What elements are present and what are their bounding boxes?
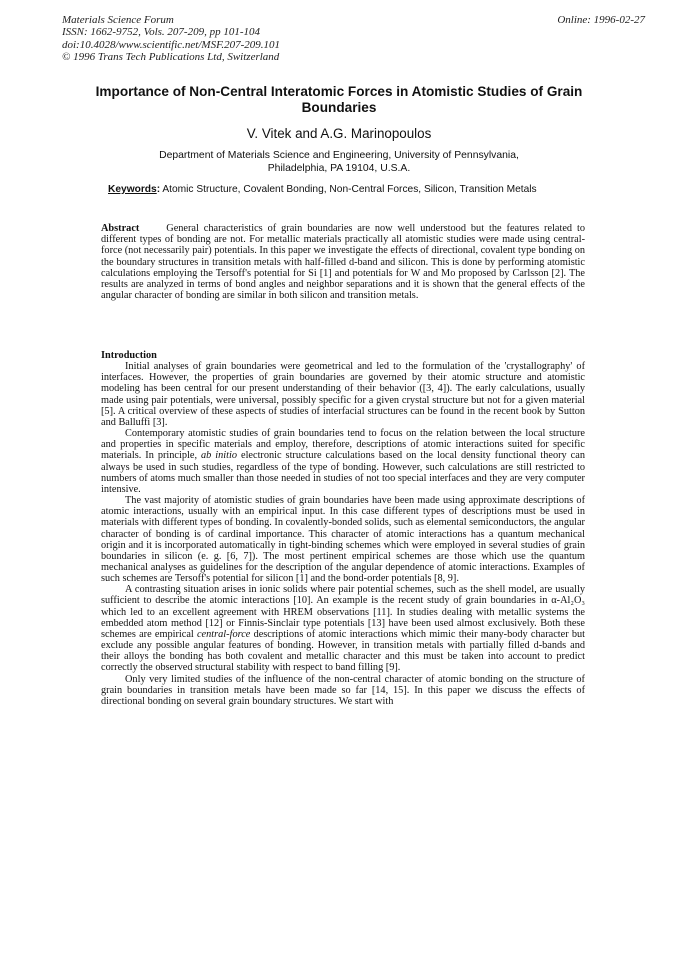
affiliation-line-1: Department of Materials Science and Engineering, University of Pennsylvania, (159, 150, 519, 161)
journal-header (62, 14, 280, 63)
paper-title: Importance of Non-Central Interatomic Forces in Atomistic Studies of Grain Boundaries (95, 84, 583, 115)
abstract (101, 223, 585, 301)
journal-name: Materials Science Forum (62, 14, 174, 26)
keywords (108, 184, 618, 195)
affiliation (100, 150, 578, 175)
intro-p4-text-b: descriptions of atomic interactions which mimic their many-body character but exclude any possible angular features of bonding. However, in transition metals with partially filled d-bands and their alloys the bonding has both covalent and metallic character and this must be taken into account to predict correctly the observed structural stability with respect to band filling [9]. (101, 628, 585, 674)
intro-paragraph-4 (101, 584, 585, 673)
intro-paragraph-1: Initial analyses of grain boundaries were geometrical and led to the formulation of the 'crystallography' of interfaces. However, the properties of grain boundaries are governed by their atomic structure and atomistic modeling has been central for our present understanding of their behavior ([3, 4]). The early calculations, usually made using pair potentials, were universal, possibly specific for a given crystal structure but not for a given material [5]. A critical overview of these aspects of studies of interfacial structures can be found in the recent book by Sutton and Balluffi [3]. (101, 361, 585, 428)
keywords-colon: : (156, 184, 161, 195)
journal-doi[interactable]: doi:10.4028/www.scientific.net/MSF.207-209.101 (62, 38, 281, 51)
intro-p2-text-b: electronic structure calculations based on the local density functional theory can always be used in such studies, regardless of the type of bonding. However, such calculations are still restricted to numbers of atoms much smaller than those needed in studies of not too special interfaces and they are very computer intensive. (101, 450, 585, 495)
introduction-section (101, 350, 585, 707)
intro-paragraph-2 (101, 428, 585, 495)
journal-copyright: © 1996 Trans Tech Publications Ltd, Switzerland (62, 50, 280, 63)
intro-paragraph-5: Only very limited studies of the influence of the non-central character of atomic bonding on the structure of grain boundaries in transition metals have been made so far [14, 15]. In this paper we discuss the effects of directional bonding on several grain boundary structures. We start with (101, 673, 585, 707)
intro-p2-italic: ab initio (201, 450, 238, 462)
keywords-text: Atomic Structure, Covalent Bonding, Non-Central Forces, Silicon, Transition Metals (160, 184, 537, 195)
intro-p4-italic: central-force (196, 628, 251, 640)
intro-p2-text-a: Contemporary atomistic studies of grain boundaries tend to focus on the relation between the local structure and properties in specific materials and employ, therefore, descriptions of atomic interactions suited for specific materials. In principle, (101, 428, 585, 462)
introduction-heading: Introduction (101, 350, 157, 361)
online-date: Online: 1996-02-27 (557, 14, 645, 26)
affiliation-line-2: Philadelphia, PA 19104, U.S.A. (267, 162, 411, 174)
paper-authors: V. Vitek and A.G. Marinopoulos (246, 126, 432, 141)
journal-issn: ISSN: 1662-9752, Vols. 207-209, pp 101-104 (62, 26, 260, 39)
intro-p4-text-a: A contrasting situation arises in ionic solids where pair potential schemes, such as the shell model, are usually sufficient to describe the atomic interactions [10]. An example is the recent study of grain boundaries in α-Al₂O₃ which led to an excellent agreement with HREM observations [11]. In studies dealing with metallic systems the embedded atom method [12] or Finnis-Sinclair type potentials [13] have been used almost exclusively. Both these schemes are empirical (101, 584, 585, 640)
keywords-label: Keywords (108, 184, 157, 195)
intro-paragraph-3: The vast majority of atomistic studies of grain boundaries have been made using approximate descriptions of atomic interactions, usually with an empirical input. In this case different types of descriptions must be used in materials with different types of bonding. In covalently-bonded solids, such as elemental semiconductors, the angular character of bonding is of cardinal importance. This character of atomic interactions has a quantum mechanical origin and it is incorporated automatically in tight-binding schemes which were employed in several studies of grain boundaries in silicon (e. g. [6, 7]). The most pertinent empirical schemes are those which use the quantum mechanical analyses as guidelines for the description of the angular dependence of atomic interactions. Examples of such schemes are Tersoff's potential for silicon [1] and the bond-order potentials [8, 9]. (101, 495, 585, 585)
abstract-heading: Abstract (101, 223, 140, 234)
abstract-text: General characteristics of grain boundaries are now well understood but the features related to different types of bonding are not. For metallic materials practically all atomistic studies were made using central-force (not necessarily pair) potentials. In this paper we investigate the effects of directional, covalent type bonding on the boundary structures in transition metals with half-filled d-band and silicon. This is done by performing atomistic calculations employing the Tersoff's potential for Si [1] and potentials for W and Mo proposed by Carlsson [2]. The results are analyzed in terms of bond angles and neighbor separations and it is shown that the general effects of the angular character of bonding are similar in both silicon and transition metals. (101, 223, 586, 302)
